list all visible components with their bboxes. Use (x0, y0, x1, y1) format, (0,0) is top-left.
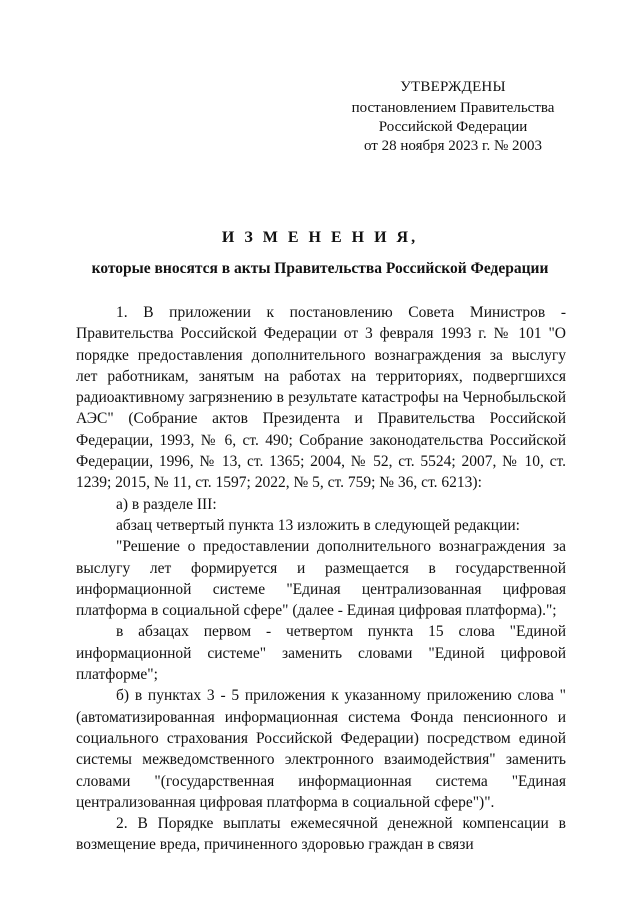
approval-line-3: от 28 ноября 2023 г. № 2003 (363, 138, 543, 154)
approval-line-2: Российской Федерации (378, 119, 528, 135)
paragraph-2: а) в разделе III: (116, 495, 217, 513)
paragraph-1: 1. В приложении к постановлению Совета Министров - Правительства Российской Федерации от 3 февраля 1993 г. № 101 "О порядке предоставления дополнительного вознаграждения за выслугу лет работникам, занятым на работах на территориях, подвергшихся радиоактивному загрязнению в результате катастрофы на Чернобыльской АЭС" (Собрание актов Президента и Правительства Российской Федерации, 1993, № 6, ст. 490; Собрание законодательства Российской Федерации, 1996, № 13, ст. 1365; 2004, № 52, ст. 5524; 2007, № 10, ст. 1239; 2015, № 11, ст. 1597; 2022, № 5, ст. 759; № 36, ст. 6213): (76, 304, 566, 492)
title-heading: И З М Е Н Е Н И Я, (221, 229, 419, 246)
paragraph-7: 2. В Порядке выплаты ежемесячной денежной компенсации в возмещение вреда, причиненного здоровью граждан в связи (76, 815, 566, 854)
paragraph-3: абзац четвертый пункта 13 изложить в следующей редакции: (116, 516, 520, 534)
paragraph-4: "Решение о предоставлении дополнительного вознаграждения за выслугу лет формируется и размещается в государственной информационной системе "Единая централизованная цифровая платформа в социальной сфере" (далее - Единая цифровая платформа)."; (76, 538, 566, 620)
document-body (76, 302, 566, 856)
document-title (0, 228, 640, 279)
paragraph-6: б) в пунктах 3 - 5 приложения к указанному приложению слова "(автоматизированная информационная система Фонда пенсионного и социального страхования Российской Федерации) посредством единой системы межведомственного электронного взаимодействия" заменить словами "(государственная информационная система "Единая централизованная цифровая платформа в социальной сфере")". (76, 687, 566, 811)
approval-line-1: постановлением Правительства (351, 100, 555, 116)
paragraph-5: в абзацах первом - четвертом пункта 15 слова "Единой информационной системе" заменить словами "Единой цифровой платформе"; (76, 623, 566, 684)
approved-label: УТВЕРЖДЕНЫ (400, 79, 506, 95)
approval-stamp (340, 78, 566, 156)
title-subheading: которые вносятся в акты Правительства Российской Федерации (91, 260, 549, 277)
